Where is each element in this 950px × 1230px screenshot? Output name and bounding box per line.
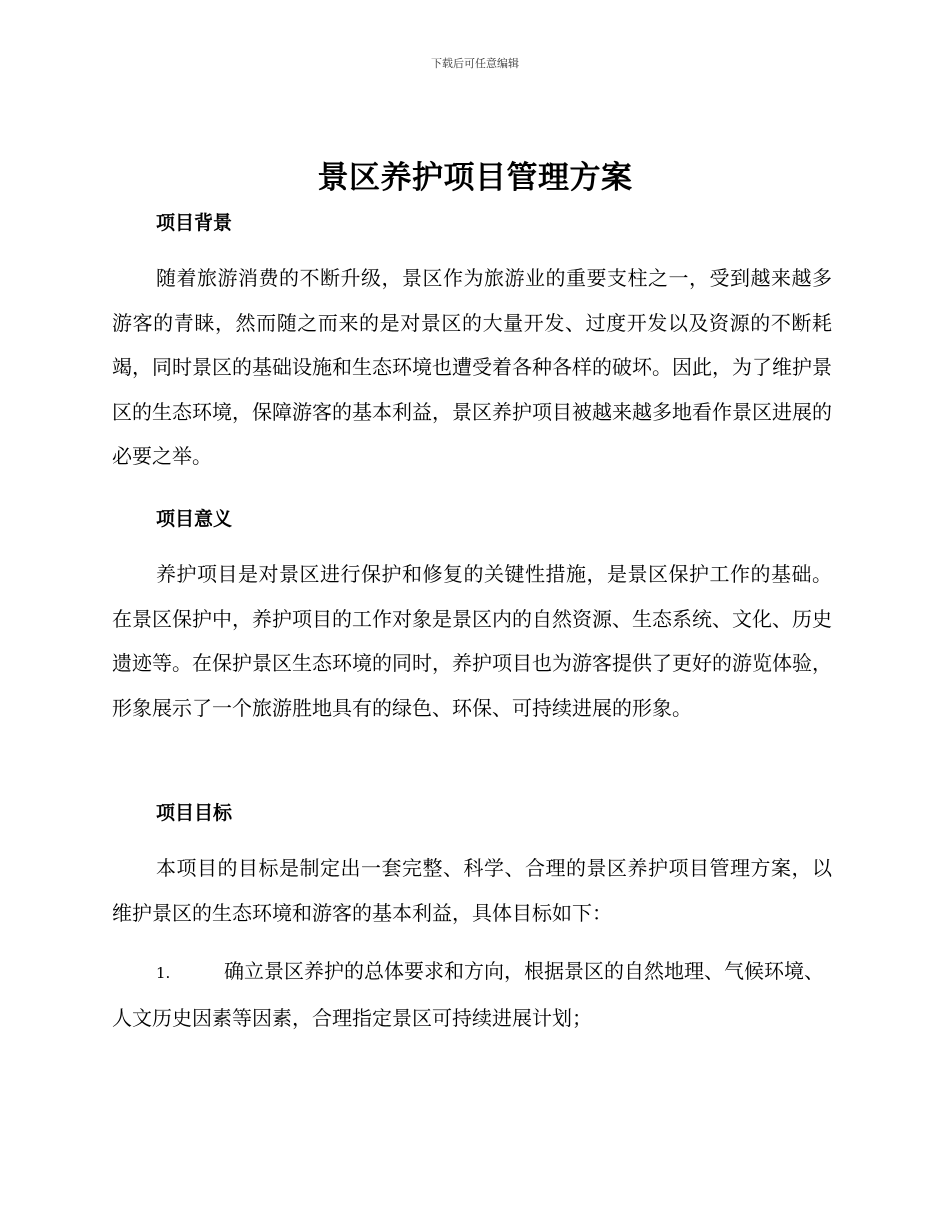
header-note: 下载后可任意编辑 (431, 57, 519, 70)
paragraph-significance: 养护项目是对景区进行保护和修复的关键性措施，是景区保护工作的基础。在景区保护中，养护项目的工作对象是景区内的自然资源、生态系统、文化、历史遗迹等。在保护景区生态环境的同时，养护项目也为游客提供了更好的游览体验，形象展示了一个旅游胜地具有的绿色、环保、可持续进展的形象。 (112, 562, 832, 720)
paragraph-background: 随着旅游消费的不断升级，景区作为旅游业的重要支柱之一，受到越来越多游客的青睐，然而随之而来的是对景区的大量开发、过度开发以及资源的不断耗竭，同时景区的基础设施和生态环境也遭受着各种各样的破坏。因此，为了维护景区的生态环境，保障游客的基本利益，景区养护项目被越来越多地看作景区进展的必要之举。 (112, 266, 832, 468)
list-item-number: 1. (156, 964, 171, 982)
section-heading-significance: 项目意义 (156, 508, 233, 530)
section-heading-background: 项目背景 (156, 212, 233, 234)
list-item-text: 确立景区养护的总体要求和方向，根据景区的自然地理、气候环境、人文历史因素等因素，合理指定景区可持续进展计划； (112, 959, 824, 1030)
paragraph-goals: 本项目的目标是制定出一套完整、科学、合理的景区养护项目管理方案，以维护景区的生态环境和游客的基本利益，具体目标如下： (112, 856, 832, 925)
document-title: 景区养护项目管理方案 (317, 160, 633, 196)
list-item (112, 949, 832, 1040)
section-heading-goals: 项目目标 (156, 802, 233, 824)
